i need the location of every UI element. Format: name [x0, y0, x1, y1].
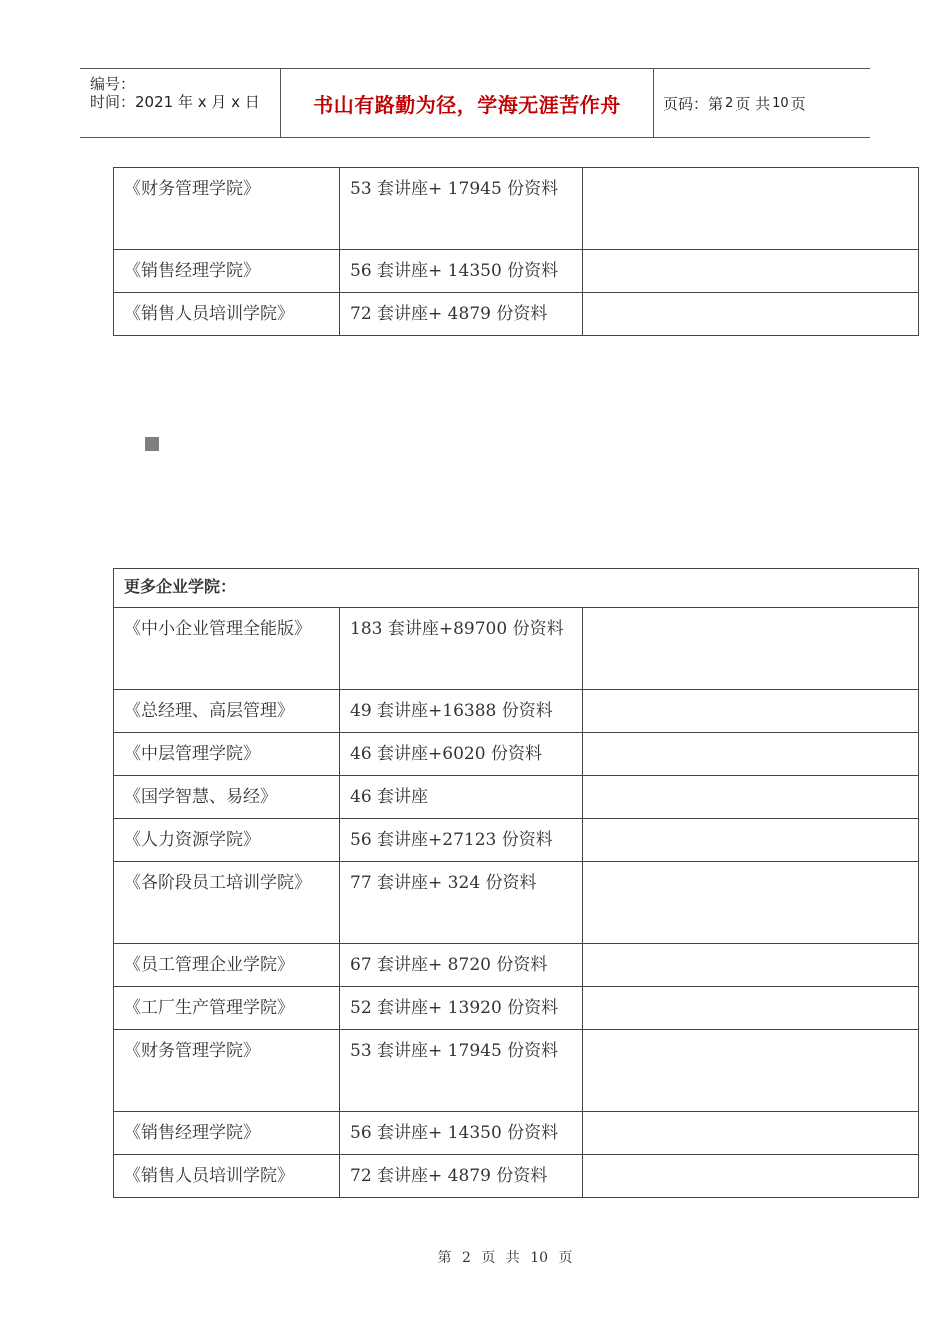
academy-name: 《中层管理学院》 — [114, 733, 340, 776]
academy-detail: 56 套讲座+27123 份资料 — [340, 819, 583, 862]
table-row — [114, 168, 919, 250]
footer-mid2: 共 — [505, 1250, 520, 1266]
table-row — [114, 608, 919, 690]
academy-note — [583, 1155, 919, 1198]
table-row — [114, 776, 919, 819]
academy-note — [583, 608, 919, 690]
academy-detail: 72 套讲座+ 4879 份资料 — [340, 293, 583, 336]
table-row — [114, 987, 919, 1030]
footer-current: 2 — [461, 1250, 471, 1266]
document-date: 时间：2021 年 x 月 x 日 — [90, 93, 260, 111]
academy-detail: 52 套讲座+ 13920 份资料 — [340, 987, 583, 1030]
page-footer — [0, 1247, 950, 1267]
academy-note — [583, 250, 919, 293]
academy-note — [583, 293, 919, 336]
table-row — [114, 862, 919, 944]
page-header — [80, 68, 870, 138]
academy-detail: 67 套讲座+ 8720 份资料 — [340, 944, 583, 987]
academy-detail: 77 套讲座+ 324 份资料 — [340, 862, 583, 944]
academy-note — [583, 690, 919, 733]
page-prefix: 页码：第 — [663, 94, 724, 113]
table-title-row — [114, 569, 919, 608]
academy-detail: 53 套讲座+ 17945 份资料 — [340, 1030, 583, 1112]
footer-mid1: 页 — [481, 1250, 496, 1266]
table-row — [114, 733, 919, 776]
page-mid: 页 共 — [735, 94, 771, 113]
academy-table-continued — [113, 167, 919, 336]
document-code-label: 编号： — [90, 75, 136, 93]
academy-name: 《销售人员培训学院》 — [114, 1155, 340, 1198]
academy-note — [583, 1112, 919, 1155]
table-row — [114, 250, 919, 293]
academy-detail: 46 套讲座 — [340, 776, 583, 819]
more-academies-table — [113, 568, 919, 1198]
academy-name: 《中小企业管理全能版》 — [114, 608, 340, 690]
header-page-number — [663, 69, 806, 137]
academy-detail: 56 套讲座+ 14350 份资料 — [340, 250, 583, 293]
academy-name: 《国学智慧、易经》 — [114, 776, 340, 819]
academy-detail: 56 套讲座+ 14350 份资料 — [340, 1112, 583, 1155]
academy-name: 《销售人员培训学院》 — [114, 293, 340, 336]
academy-note — [583, 944, 919, 987]
footer-total: 10 — [530, 1250, 549, 1266]
academy-name: 《各阶段员工培训学院》 — [114, 862, 340, 944]
table-row — [114, 1030, 919, 1112]
academy-name: 《总经理、高层管理》 — [114, 690, 340, 733]
table-row — [114, 1155, 919, 1198]
academy-note — [583, 168, 919, 250]
academy-name: 《财务管理学院》 — [114, 168, 340, 250]
table-row — [114, 944, 919, 987]
table-row — [114, 819, 919, 862]
academy-note — [583, 819, 919, 862]
table-row — [114, 1112, 919, 1155]
academy-name: 《人力资源学院》 — [114, 819, 340, 862]
academy-name: 《工厂生产管理学院》 — [114, 987, 340, 1030]
academy-note — [583, 733, 919, 776]
academy-note — [583, 1030, 919, 1112]
academy-name: 《销售经理学院》 — [114, 1112, 340, 1155]
page-current: 2 — [725, 95, 734, 111]
academy-detail: 183 套讲座+89700 份资料 — [340, 608, 583, 690]
academy-note — [583, 776, 919, 819]
page-suffix: 页 — [790, 94, 806, 113]
table-row — [114, 293, 919, 336]
table-row — [114, 690, 919, 733]
table-title: 更多企业学院： — [114, 569, 919, 608]
header-motto: 书山有路勤为径，学海无涯苦作舟 — [281, 69, 654, 137]
academy-note — [583, 987, 919, 1030]
academy-detail: 46 套讲座+6020 份资料 — [340, 733, 583, 776]
academy-detail: 72 套讲座+ 4879 份资料 — [340, 1155, 583, 1198]
academy-name: 《销售经理学院》 — [114, 250, 340, 293]
academy-detail: 53 套讲座+ 17945 份资料 — [340, 168, 583, 250]
academy-name: 《员工管理企业学院》 — [114, 944, 340, 987]
academy-note — [583, 862, 919, 944]
page-total: 10 — [772, 95, 789, 111]
header-meta — [80, 69, 281, 137]
footer-prefix: 第 — [437, 1250, 452, 1266]
bullet-square-icon — [145, 437, 159, 451]
academy-name: 《财务管理学院》 — [114, 1030, 340, 1112]
academy-detail: 49 套讲座+16388 份资料 — [340, 690, 583, 733]
footer-suffix: 页 — [558, 1250, 573, 1266]
